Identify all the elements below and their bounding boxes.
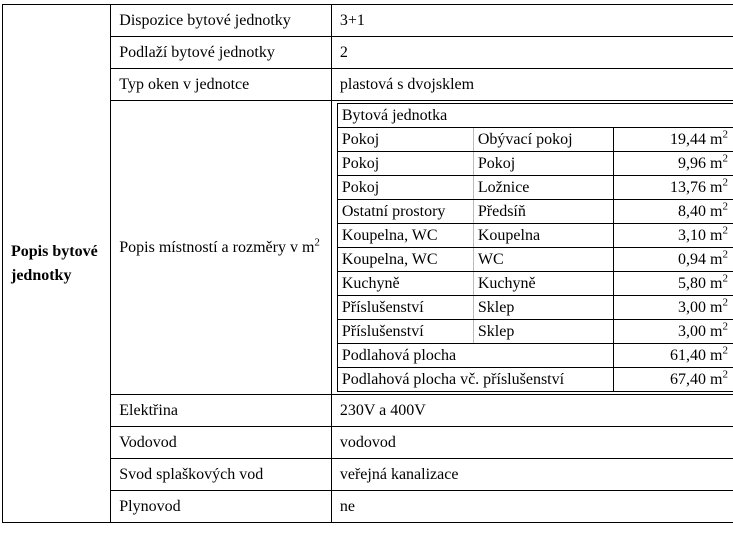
row-label-vodovod: Vodovod	[111, 427, 332, 459]
room-category: Pokoj	[337, 128, 473, 152]
room-name: Sklep	[473, 320, 613, 344]
room-category: Příslušenství	[337, 296, 473, 320]
property-description-table	[2, 4, 733, 523]
room-name: Koupelna	[473, 224, 613, 248]
row-label-popis-mistnosti: Popis místností a rozměry v $m^2$	[111, 101, 332, 395]
row-label-svod: Svod splaškových vod	[111, 459, 332, 491]
room-row	[337, 224, 733, 248]
row-value-plynovod: ne	[331, 491, 733, 523]
room-name: Pokoj	[473, 152, 613, 176]
room-area: 3,00 $m^2$	[613, 296, 733, 320]
room-category: Koupelna, WC	[337, 248, 473, 272]
room-name: WC	[473, 248, 613, 272]
rooms-total-row	[337, 344, 733, 368]
table-row	[3, 491, 733, 523]
table-row	[3, 101, 733, 395]
rooms-header-row	[337, 104, 733, 128]
table-row	[3, 37, 733, 69]
room-area: 5,80 $m^2$	[613, 272, 733, 296]
room-category: Ostatní prostory	[337, 200, 473, 224]
room-category: Příslušenství	[337, 320, 473, 344]
row-value-elektrina: 230V a 400V	[331, 395, 733, 427]
table-row	[3, 427, 733, 459]
row-label-elektrina: Elektřina	[111, 395, 332, 427]
room-name: Sklep	[473, 296, 613, 320]
room-area: 3,00 $m^2$	[613, 320, 733, 344]
total-area: 61,40 $m^2$	[613, 344, 733, 368]
room-name: Předsíň	[473, 200, 613, 224]
table-row	[3, 459, 733, 491]
room-area: 0,94 $m^2$	[613, 248, 733, 272]
room-category: Pokoj	[337, 152, 473, 176]
room-category: Pokoj	[337, 176, 473, 200]
rooms-total-row	[337, 368, 733, 392]
room-area: 19,44 $m^2$	[613, 128, 733, 152]
row-label-dispozice: Dispozice bytové jednotky	[111, 5, 332, 37]
total-label: Podlahová plocha	[337, 344, 613, 368]
row-value-svod: veřejná kanalizace	[331, 459, 733, 491]
room-row	[337, 200, 733, 224]
room-row	[337, 320, 733, 344]
rooms-table-cell	[331, 101, 733, 395]
room-area: 13,76 $m^2$	[613, 176, 733, 200]
room-category: Koupelna, WC	[337, 224, 473, 248]
room-category: Kuchyně	[337, 272, 473, 296]
row-label-podlazi: Podlaží bytové jednotky	[111, 37, 332, 69]
rooms-table-title: Bytová jednotka	[337, 104, 733, 128]
room-name: Ložnice	[473, 176, 613, 200]
room-area: 3,10 $m^2$	[613, 224, 733, 248]
row-value-vodovod: vodovod	[331, 427, 733, 459]
row-value-dispozice: 3+1	[331, 5, 733, 37]
row-value-typ-oken: plastová s dvojsklem	[331, 69, 733, 101]
rooms-table	[337, 103, 733, 392]
row-value-podlazi: 2	[331, 37, 733, 69]
table-row	[3, 395, 733, 427]
total-area: 67,40 $m^2$	[613, 368, 733, 392]
room-name: Obývací pokoj	[473, 128, 613, 152]
room-row	[337, 152, 733, 176]
room-area: 8,40 $m^2$	[613, 200, 733, 224]
room-area: 9,96 $m^2$	[613, 152, 733, 176]
room-name: Kuchyně	[473, 272, 613, 296]
room-row	[337, 272, 733, 296]
section-header: Popis bytové jednotky	[3, 5, 111, 523]
table-row	[3, 69, 733, 101]
table-row	[3, 5, 733, 37]
room-row	[337, 248, 733, 272]
room-row	[337, 176, 733, 200]
total-label: Podlahová plocha vč. příslušenství	[337, 368, 613, 392]
row-label-typ-oken: Typ oken v jednotce	[111, 69, 332, 101]
room-row	[337, 296, 733, 320]
row-label-plynovod: Plynovod	[111, 491, 332, 523]
room-row	[337, 128, 733, 152]
